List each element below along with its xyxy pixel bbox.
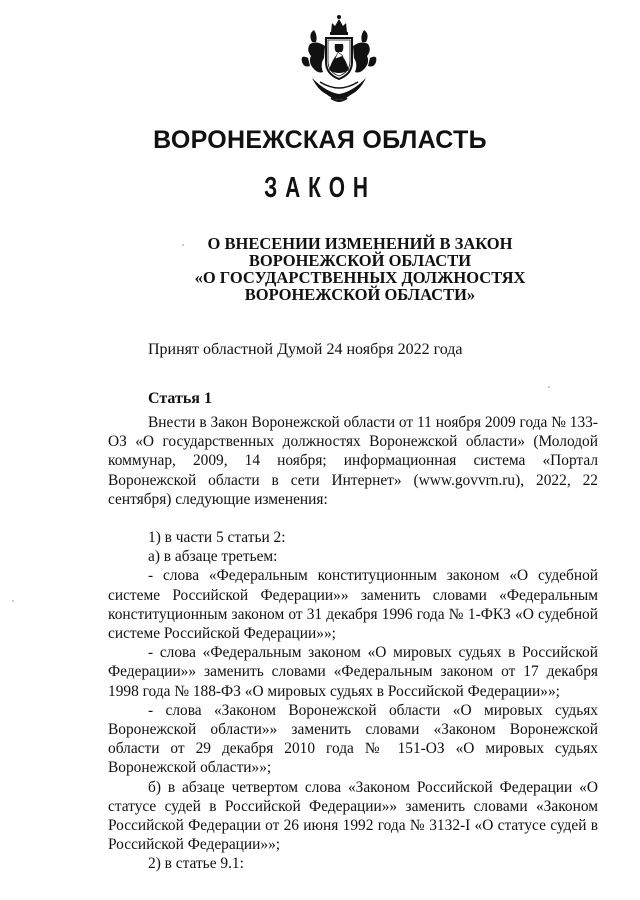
law-title — [150, 235, 570, 303]
article-body — [108, 413, 598, 874]
article-paragraph: - слова «Федеральным конституционным законом «О судебной системе Российской Федерации»» заменить словами «Федеральным конституционным законом от 31 декабря 1996 года № 1-ФКЗ «О судебной системе Российской Федерации»»; — [108, 567, 598, 643]
region-heading: ВОРОНЕЖСКАЯ ОБЛАСТЬ — [153, 126, 487, 154]
law-title-line: ВОРОНЕЖСКОЙ ОБЛАСТИ» — [244, 285, 476, 304]
article-paragraph: б) в абзаце четвертом слова «Законом Российской Федерации «О статусе судей в Российской Федерации»» заменить словами «Законом Российской Федерации от 26 июня 1992 года № 3132-I «О статусе судей в Российской Федерации»»; — [108, 778, 598, 854]
law-title-line: «О ГОСУДАРСТВЕННЫХ ДОЛЖНОСТЯХ — [194, 268, 526, 287]
article-paragraph: а) в абзаце третьем: — [148, 548, 278, 566]
article-paragraph: - слова «Законом Воронежской области «О мировых судьях Воронежской области»» заменить словами «Законом Воронежской области от 29 декабря 2010 года № 151-ОЗ «О мировых судьях Воронежской области»»; — [108, 701, 598, 777]
article-paragraph: Внести в Закон Воронежской области от 11 ноября 2009 года № 133-ОЗ «О государственных должностях Воронежской области» (Молодой коммунар, 2009, 14 ноября; информационная система «Портал Воронежской области в сети Интернет» (www.govvrn.ru), 2022, 22 сентября) следующие изменения: — [108, 414, 598, 508]
article-paragraph: - слова «Федеральным законом «О мировых судьях в Российской Федерации»» заменить словами «Федеральным законом от 17 декабря 1998 года № 188-ФЗ «О мировых судьях в Российской Федерации»»; — [108, 644, 598, 700]
article-paragraph: 1) в части 5 статьи 2: — [148, 529, 286, 547]
adoption-date: Принят областной Думой 24 ноября 2022 года — [148, 341, 463, 358]
law-title-line: О ВНЕСЕНИИ ИЗМЕНЕНИЙ В ЗАКОН — [207, 234, 513, 253]
article-paragraph: 2) в статье 9.1: — [148, 855, 244, 873]
coat-of-arms-icon — [298, 12, 380, 106]
article-heading: Статья 1 — [148, 390, 212, 407]
law-title-line: ВОРОНЕЖСКОЙ ОБЛАСТИ — [248, 251, 472, 270]
document-type-heading: ЗАКОН — [264, 172, 376, 204]
